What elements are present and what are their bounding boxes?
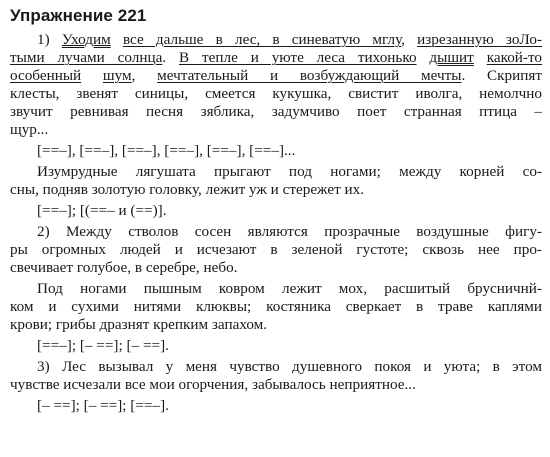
text-fragment: , bbox=[131, 67, 158, 84]
text-line bbox=[10, 298, 542, 316]
text-line bbox=[10, 202, 542, 220]
text-line bbox=[10, 241, 542, 259]
text-line bbox=[10, 67, 542, 85]
text-line bbox=[10, 85, 542, 103]
text-fragment: , bbox=[401, 31, 418, 48]
text-fragment: звучит ревнивая песня зяблика, задумчиво поет странная птица – bbox=[10, 103, 542, 120]
text-fragment: щур... bbox=[10, 121, 49, 138]
underlined-text: какой-то bbox=[486, 49, 543, 66]
text-fragment: 1) bbox=[37, 31, 62, 48]
text-line bbox=[10, 142, 542, 160]
text-fragment: [– ==]; [– ==]; [==–]. bbox=[37, 397, 169, 414]
text-fragment: Под ногами пышным ковром лежит мох, расшитый брусничнй- bbox=[37, 280, 542, 297]
underlined-text: изрезанную зоЛо- bbox=[417, 31, 542, 48]
text-fragment bbox=[474, 49, 487, 66]
text-fragment bbox=[417, 49, 430, 66]
text-fragment: сны, подняв золотую головку, лежит уж и стережет их. bbox=[10, 181, 365, 198]
text-fragment: чувстве исчезали все мои огорчения, забывалось неприятное... bbox=[10, 376, 416, 393]
text-line bbox=[10, 31, 542, 49]
underlined-text: мечтательный и возбуждающий мечты bbox=[157, 67, 462, 84]
text-line bbox=[10, 103, 542, 121]
text-fragment: 2) Между стволов сосен являются прозрачные воздушные фигу- bbox=[37, 223, 542, 240]
text-line bbox=[10, 376, 542, 394]
text-line bbox=[10, 397, 542, 415]
text-line bbox=[10, 49, 542, 67]
predicate-text: Уходим bbox=[61, 31, 111, 48]
text-line bbox=[10, 121, 542, 139]
text-fragment: 3) Лес вызывал у меня чувство душевного покоя и уюта; в этом bbox=[37, 358, 542, 375]
text-fragment bbox=[81, 67, 103, 84]
text-fragment bbox=[111, 31, 123, 48]
text-line bbox=[10, 316, 542, 334]
text-line bbox=[10, 181, 542, 199]
text-fragment: клесты, звенят синицы, смеется кукушка, свистит иволга, немолчно bbox=[10, 85, 542, 102]
text-fragment: свечивает голубое, в серебре, небо. bbox=[10, 259, 238, 276]
text-line bbox=[10, 280, 542, 298]
underlined-text: шум bbox=[102, 67, 132, 84]
underlined-text: тыми лучами солнца bbox=[10, 49, 163, 66]
underlined-text: особенный bbox=[10, 67, 82, 84]
text-line bbox=[10, 337, 542, 355]
text-fragment: [==–]; [– ==]; [– ==]. bbox=[37, 337, 169, 354]
underlined-text: В тепле и уюте леса тихонько bbox=[179, 49, 417, 66]
text-fragment: . bbox=[162, 49, 179, 66]
text-fragment: . Скрипят bbox=[461, 67, 543, 84]
text-fragment: [==–], [==–], [==–], [==–], [==–], [==–]... bbox=[37, 142, 296, 159]
text-fragment: [==–]; [(==– и (==)]. bbox=[37, 202, 167, 219]
text-line bbox=[10, 223, 542, 241]
underlined-text: все дальше в лес, в синеватую мглу bbox=[122, 31, 402, 48]
exercise-text bbox=[10, 31, 542, 415]
text-fragment: крови; грибы дразнят крепким запахом. bbox=[10, 316, 268, 333]
text-fragment: ры огромных людей и исчезают в зеленой густоте; сквозь нее про- bbox=[10, 241, 542, 258]
text-line bbox=[10, 163, 542, 181]
text-line bbox=[10, 358, 542, 376]
text-fragment: ком и сухими нитями клюквы; костяника сверкает в траве каплями bbox=[10, 298, 542, 315]
text-fragment: Изумрудные лягушата прыгают под ногами; между корней со- bbox=[37, 163, 542, 180]
predicate-text: дышит bbox=[429, 49, 474, 66]
text-line bbox=[10, 259, 542, 277]
exercise-title: Упражнение 221 bbox=[10, 6, 147, 25]
